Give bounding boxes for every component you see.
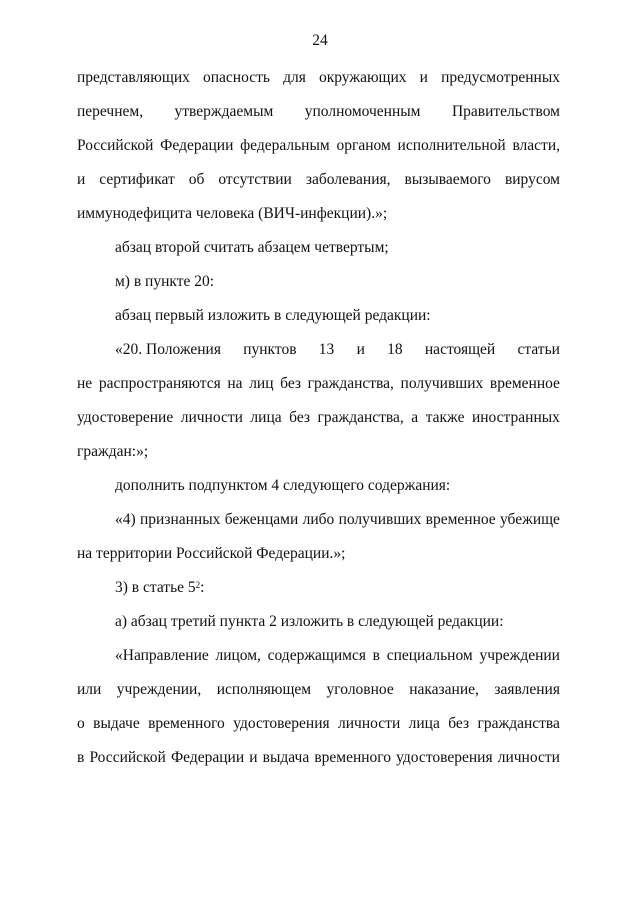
word: отсутствии: [218, 171, 292, 188]
word: учреждении,: [116, 681, 202, 698]
word: об: [188, 171, 205, 188]
word: лица: [408, 715, 440, 732]
word: временного: [314, 749, 392, 766]
word: временное: [425, 511, 496, 528]
word: удостоверения: [396, 749, 493, 766]
word: либо: [302, 511, 335, 528]
word: представляющих: [77, 69, 190, 86]
word: перечнем,: [77, 103, 144, 120]
word: гражданства,: [307, 375, 394, 392]
text-line-13: дополнить подпунктом 4 следующего содержания:: [115, 477, 451, 494]
word: Российской: [77, 137, 154, 154]
text-line-2: [77, 102, 560, 122]
text-line-6: абзац второй считать абзацем четвертым;: [115, 239, 389, 256]
word: исполняющем: [216, 681, 312, 698]
word: «20. Положения: [115, 341, 221, 358]
word: пунктов: [243, 341, 297, 358]
word: признанных: [140, 511, 221, 528]
word: и: [77, 171, 86, 188]
word: временного: [148, 715, 225, 732]
word: личности: [338, 715, 401, 732]
word: и: [249, 749, 258, 766]
word: содержащимся: [267, 647, 366, 664]
word: убежище: [500, 511, 560, 528]
text-line-1: [77, 68, 560, 88]
word: вирусом: [504, 171, 560, 188]
word: в: [77, 749, 85, 766]
word: органом: [336, 137, 391, 154]
word: утверждаемым: [174, 103, 274, 120]
word: иностранных: [471, 409, 560, 426]
text-line-8: абзац первый изложить в следующей редакции:: [115, 307, 431, 324]
text-line-3: [77, 136, 560, 156]
text-line-12: граждан:»;: [77, 443, 149, 460]
text-line-20: [77, 714, 560, 734]
word: и: [419, 69, 428, 86]
word: гражданства,: [317, 409, 404, 426]
word: беженцами: [224, 511, 299, 528]
word: личности: [180, 409, 243, 426]
text-line-19: [77, 680, 560, 700]
word: и: [356, 341, 365, 358]
word: вызываемого: [404, 171, 491, 188]
word: в: [372, 647, 380, 664]
word: «4): [115, 511, 136, 528]
word: лицом,: [215, 647, 261, 664]
word: сертификат: [99, 171, 175, 188]
text-line-5: иммунодефицита человека (ВИЧ-инфекции).»;: [77, 205, 388, 222]
word: выдаче: [93, 715, 140, 732]
word: личности: [497, 749, 560, 766]
word: для: [283, 69, 306, 86]
text-line-7: м) в пункте 20:: [115, 273, 215, 290]
word: предусмотренных: [441, 69, 560, 86]
word: Федерации: [170, 749, 245, 766]
word: о: [77, 715, 85, 732]
line-text: :: [200, 579, 205, 596]
word: без: [280, 375, 302, 392]
text-line-17: а) абзац третий пункта 2 изложить в следующей редакции:: [115, 613, 504, 630]
word: Российской: [89, 749, 166, 766]
word: выдача: [262, 749, 310, 766]
word: лица: [250, 409, 282, 426]
word: настоящей: [424, 341, 496, 358]
word: уголовное: [326, 681, 394, 698]
text-line-16: [115, 578, 560, 598]
word: федеральным: [240, 137, 330, 154]
word: опасность: [203, 69, 270, 86]
text-line-18: [115, 646, 560, 666]
word: получивших: [338, 511, 422, 528]
word: Федерации: [160, 137, 234, 154]
page-number: 24: [312, 32, 328, 49]
text-line-14: [115, 510, 560, 530]
word: лиц: [249, 375, 274, 392]
word: без: [448, 715, 470, 732]
word: получивших: [400, 375, 484, 392]
word: специальном: [386, 647, 473, 664]
word: распространяются: [98, 375, 221, 392]
word: заболевания,: [305, 171, 391, 188]
word: учреждении: [479, 647, 560, 664]
word: окружающих: [318, 69, 407, 86]
word: без: [289, 409, 311, 426]
word: 18: [387, 341, 403, 358]
word: статьи: [517, 341, 560, 358]
line-text: 3) в статье 5: [115, 579, 196, 596]
text-line-15: на территории Российской Федерации.»;: [77, 545, 346, 562]
word: «Направление: [115, 647, 209, 664]
word: временное: [489, 375, 560, 392]
word: уполномоченным: [304, 103, 421, 120]
word: удостоверение: [77, 409, 174, 426]
word: также: [425, 409, 465, 426]
word: власти,: [512, 137, 560, 154]
superscript: 2: [195, 580, 201, 590]
word: заявления: [494, 681, 560, 698]
word: на: [227, 375, 243, 392]
text-line-21: [77, 748, 560, 768]
word: Правительством: [451, 103, 560, 120]
word: 13: [318, 341, 335, 358]
text-line-11: [77, 408, 560, 428]
word: гражданства: [477, 715, 560, 732]
text-line-10: [77, 374, 560, 394]
word: наказание,: [409, 681, 479, 698]
word: исполнительной: [397, 137, 506, 154]
text-line-4: [77, 170, 560, 190]
word: а: [411, 409, 419, 426]
word: удостоверения: [233, 715, 330, 732]
word: не: [77, 375, 93, 392]
word: или: [77, 681, 102, 698]
text-line-9: [115, 340, 560, 360]
